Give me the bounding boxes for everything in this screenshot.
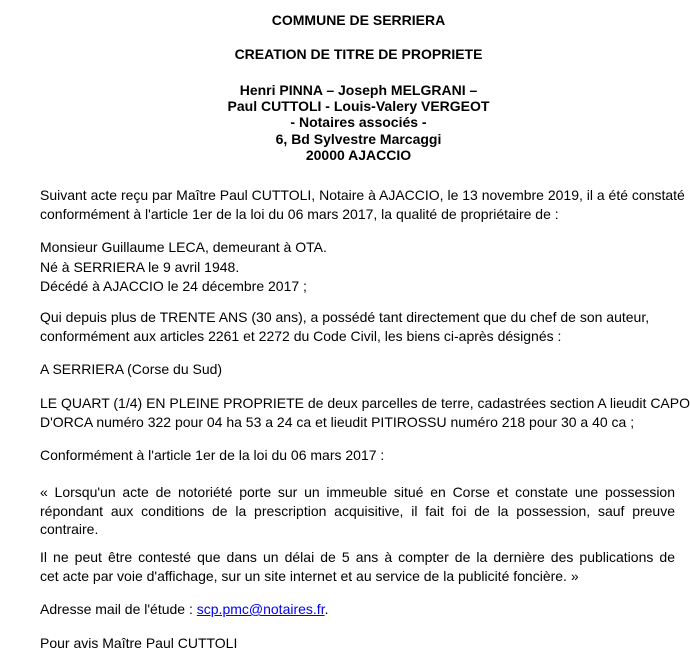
document-title: CREATION DE TITRE DE PROPRIETE [234,46,483,62]
law-quote-paragraph [40,483,675,539]
law-quote-line-3: contraire. [40,521,99,537]
contest-line-2: cet acte par voie d'affichage, sur un site internet et au service de la publicité foncière. » [40,567,579,584]
law-quote-line-1: « Lorsqu'un acte de notoriété porte sur un immeuble situé en Corse et constate une possession [40,484,675,500]
act-line-1: Suivant acte reçu par Maître Paul CUTTOLI, Notaire à AJACCIO, le 13 novembre 2019, il a été constaté [40,187,685,203]
notaires-line-3: - Notaires associés - [290,114,427,131]
contest-paragraph [40,548,675,585]
owner-birth: Né à SERRIERA le 9 avril 1948. [40,258,240,275]
contest-line-1: Il ne peut être contesté que dans un délai de 5 ans à compter de la dernière des publications de [40,549,675,565]
possession-paragraph [40,308,649,346]
law-reference-line: Conformément à l'article 1er de la loi du 06 mars 2017 : [40,447,385,463]
notaires-line-2: Paul CUTTOLI - Louis-Valery VERGEOT [227,98,490,115]
notaires-city: 20000 AJACCIO [305,146,412,163]
property-line-2: D'ORCA numéro 322 pour 04 ha 53 a 24 ca et lieudit PITIROSSU numéro 218 pour 30 a 40 ca ; [40,414,635,430]
location-line: A SERRIERA (Corse du Sud) [40,361,223,377]
property-paragraph [40,394,690,432]
mail-link[interactable]: scp.pmc@notaires.fr [196,601,325,617]
act-line-2: conformément à l'article 1er de la loi du 06 mars 2017, la qualité de propriétaire de : [40,206,559,222]
notaires-block [0,82,690,163]
mail-suffix: . [324,601,329,617]
owner-death: Décédé à AJACCIO le 24 décembre 2017 ; [40,278,307,294]
owner-paragraph [40,238,327,297]
notaires-address: 6, Bd Sylvestre Marcaggi [275,130,442,147]
notaires-line-1: Henri PINNA – Joseph MELGRANI – [239,82,478,98]
possession-line-1: Qui depuis plus de TRENTE ANS (30 ans), a possédé tant directement que du chef de son auteur, [40,309,650,325]
possession-line-2: conformément aux articles 2261 et 2272 du Code Civil, les biens ci-après désignés : [40,328,562,344]
mail-label: Adresse mail de l'étude : [40,601,197,617]
mail-line [40,600,328,619]
property-line-1: LE QUART (1/4) EN PLEINE PROPRIETE de deux parcelles de terre, cadastrées section A lieudit CAPO [40,395,690,411]
commune-heading: COMMUNE DE SERRIERA [271,12,446,28]
signature-line: Pour avis Maître Paul CUTTOLI [40,635,238,651]
owner-name: Monsieur Guillaume LECA, demeurant à OTA. [40,239,327,255]
law-quote-line-2: répondant aux conditions de la prescription acquisitive, il fait foi de la possession, sauf preuve [40,502,675,519]
act-paragraph [40,186,685,224]
